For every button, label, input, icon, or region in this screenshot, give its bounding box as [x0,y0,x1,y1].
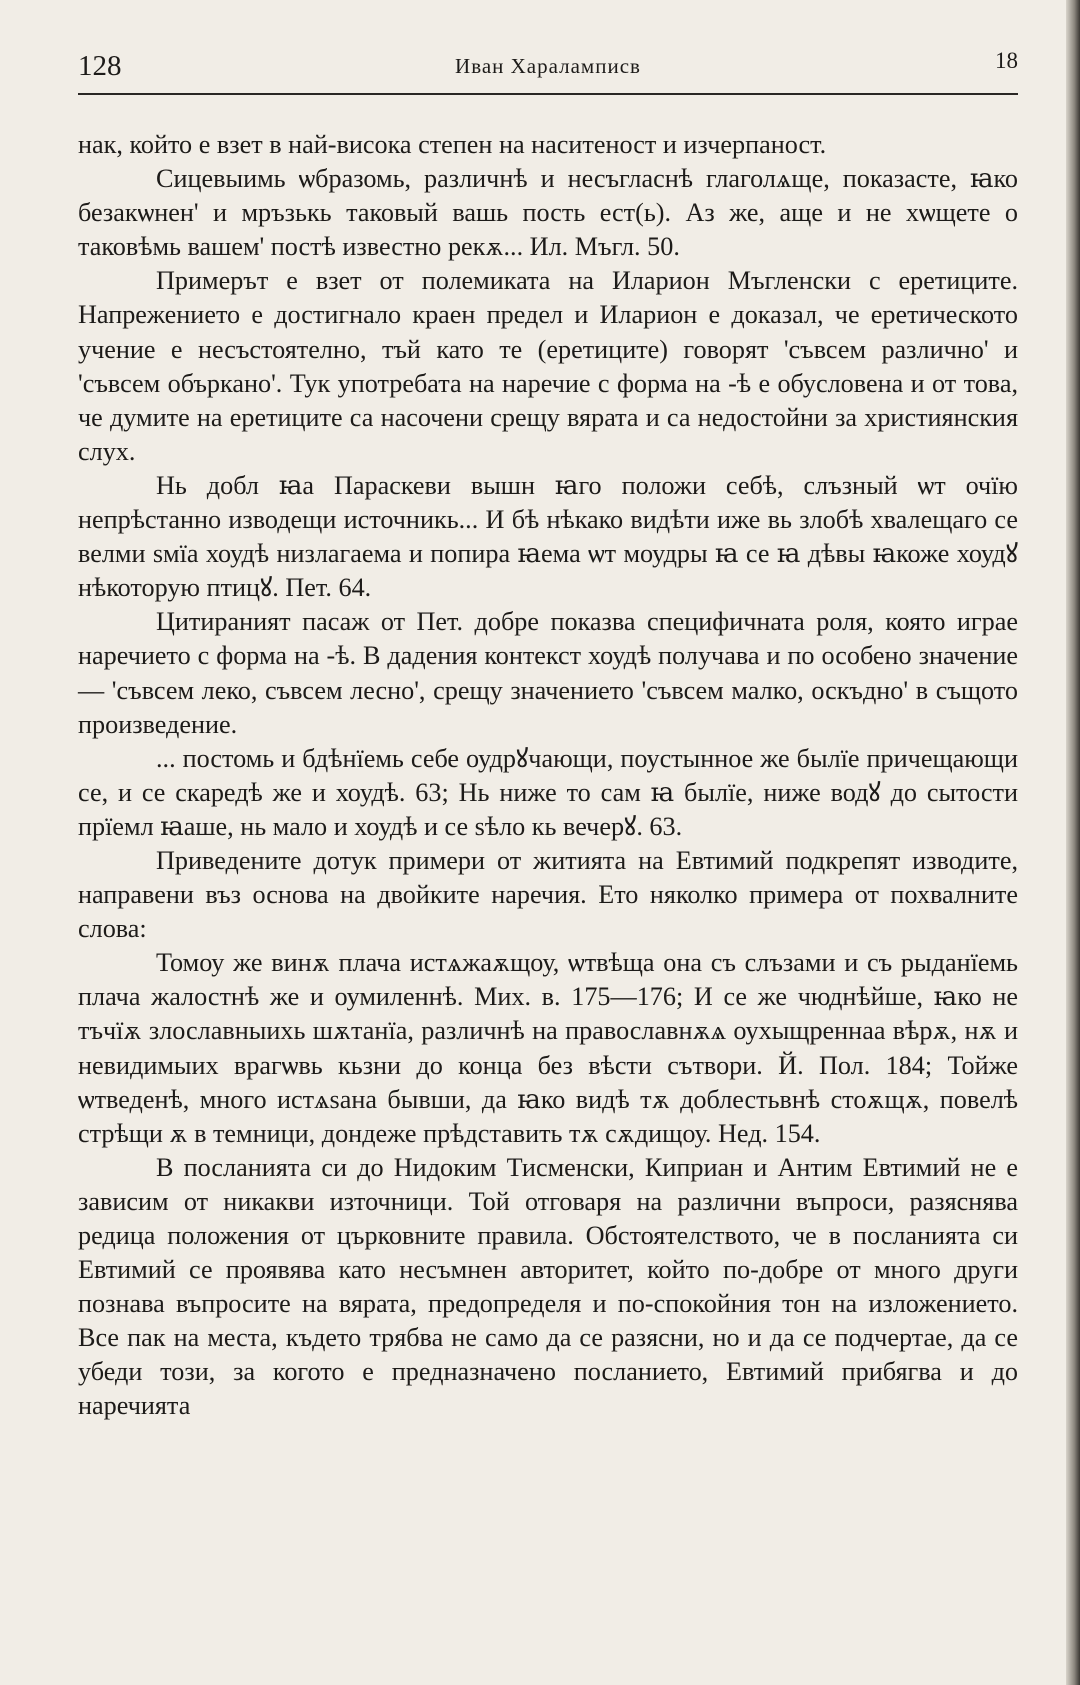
quotation-paragraph: ... постомь и бдѣнїемь себе оудрꙋчающи, поустынное же былїе причещающи се, и се скаредѣ же и хоудѣ. 63; Нь ниже то сам ꙗ былїе, ниже водꙋ до сытости прїемл ꙗаше, нь мало и хоудѣ и се ѕѣло кь вечерꙋ. 63. [78,743,1018,841]
quotation-paragraph: Сицевыимь ѡбразомь, различнѣ и несъгласнѣ глаголѧще, показасте, ꙗко безакѡнен' и мръзькь таковый вашь пость ест(ь). Аз же, аще и не хѡщете о таковѣмь вашем' постѣ известно рекѫ... Ил. Мъгл. 50. [78,164,1018,262]
quotation-paragraph: Томоу же винѫ плача истѧжаѫщоу, ѡтвѣща она съ слъзами и съ рыданїемь плача жалостнѣ же и оумиленнѣ. Мих. в. 175—176; И се же чюднѣйше, ꙗко не тъчїѫ злославныихь шѫтанїа, различнѣ на православнѫѧ оухыщреннаа вѣрѫ, нѫ и невидимыих врагѡвь кьзни до конца без вѣсти сътвори. Й. Пол. 184; Тойже ѡтведенѣ, много истѧѕана бывши, да ꙗко видѣ тѫ доблестьвнѣ стоѫщѫ, повелѣ стрѣщи ѫ в темници, дондеже прѣдставить тѫ сѫдищоу. Нед. 154. [78,948,1018,1148]
running-title: Иван Хараламписв [455,54,641,78]
paragraph-continuation: нак, който е взет в най-висока степен на наситеност и изчерпаност. [78,130,827,159]
page-number: 128 [78,50,122,82]
commentary-paragraph: Приведените дотук примери от житията на Евтимий подкрепят изводите, направени въз основа на двойките наречия. Ето няколко примера от похвалните слова: [78,845,1018,944]
commentary-paragraph: Примерът е взет от полемиката на Иларион Мъгленски с еретиците. Напрежението е достигнало краен предел и Иларион е доказал, че еретическото учение е несъстоятелно, тъй като те (еретиците) говорят 'съвсем различно' и 'съвсем объркано'. Тук употребата на наречие с форма на -ѣ е обусловена и от това, че думите на еретиците са насочени срещу вярата и са недостойни за християнския слух. [78,266,1018,466]
page-edge-shadow [1066,0,1080,1685]
commentary-paragraph: Цитираният пасаж от Пет. добре показва специфичната роля, която играе наречието с форма на -ѣ. В дадения контекст хоудѣ получава и по особено значение — 'съвсем леко, съвсем лесно', срещу значението 'съвсем малко, оскъдно' в същото произведение. [78,607,1018,739]
signature-mark: 18 [995,48,1018,73]
quotation-paragraph: Нь добл ꙗа Параскеви вышн ꙗго положи себѣ, слъзный ѡт очїю непрѣстанно изводещи источникь... И бѣ нѣкако видѣти иже вь злобѣ хвалещаго се велми ѕмїа хоудѣ низлагаема и попира ꙗема ѡт моудры ꙗ се ꙗ дѣвы ꙗкоже хоудꙋ нѣкоторую птицꙋ. Пет. 64. [78,470,1018,603]
page-header [78,46,1018,90]
body-text [78,128,1018,1424]
commentary-paragraph: В посланията си до Нидоким Тисменски, Киприан и Антим Евтимий не е зависим от никакви източници. Той отговаря на различни въпроси, разяснява редица положения от църковните правила. Обстоятелството, че в посланията си Евтимий се проявява като несъмнен авторитет, който по-добре от много други познава въпросите на вярата, предопределя и по-спокойния тон на изложението. Все пак на места, където трябва не само да се разясни, но и да се подчертае, да се убеди този, за когото е предназначено посланието, Евтимий прибягва и до наречията [78,1152,1018,1421]
header-rule [78,93,1018,95]
